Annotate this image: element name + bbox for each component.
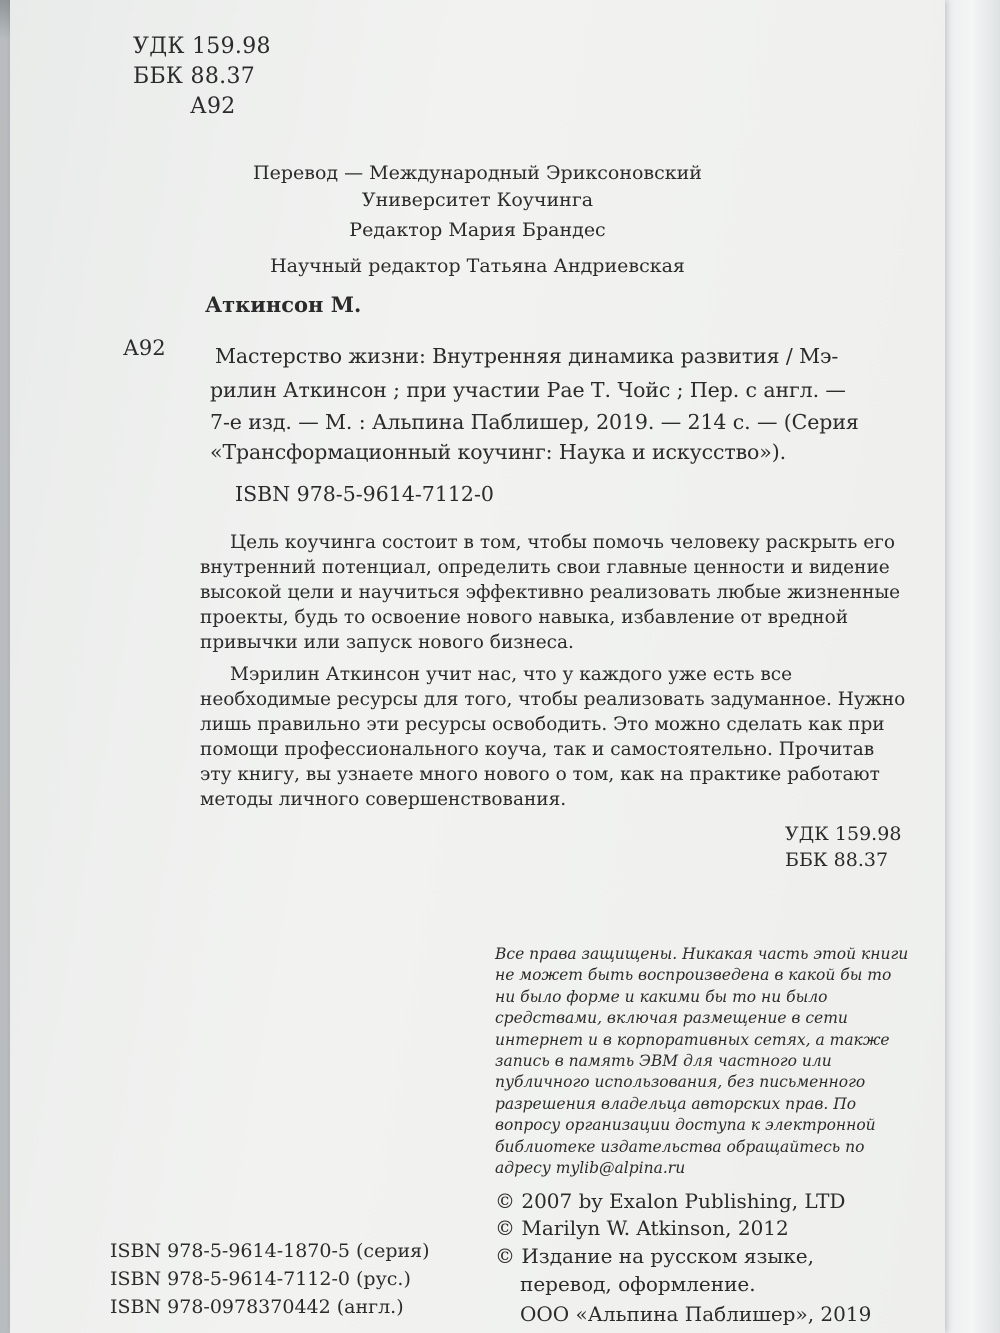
copyright-line-2: © Marilyn W. Atkinson, 2012: [495, 1216, 789, 1240]
catalog-author-mark: А92: [123, 336, 166, 360]
author-mark: А92: [190, 94, 236, 119]
bibliographic-line-4: «Трансформационный коучинг: Наука и искусство»).: [210, 440, 787, 464]
abstract-paragraph-1: Цель коучинга состоит в том, чтобы помочь человеку раскрыть его внутренний потенциал, определить свои главные ценности и видение высокой цели и научиться эффективно реализовать любые жизненные проекты, будь то освоение нового навыка, избавление от вредной привычки или запуск нового бизнеса.: [200, 532, 901, 653]
copyright-line-1: © 2007 by Exalon Publishing, LTD: [495, 1189, 846, 1213]
copyright-line-5: ООО «Альпина Паблишер», 2019: [520, 1302, 872, 1326]
editor-credit: Редактор Мария Брандес: [349, 219, 606, 241]
catalog-author: Аткинсон М.: [205, 292, 362, 317]
isbn-english: ISBN 978-0978370442 (англ.): [110, 1296, 404, 1318]
bbk-code-bottom: ББК 88.37: [785, 849, 889, 871]
translation-credit-line1: Перевод — Международный Эриксоновский: [253, 162, 702, 184]
book-page: [10, 0, 945, 1333]
bbk-code: ББК 88.37: [133, 64, 256, 89]
translation-credit-line2: Университет Коучинга: [361, 189, 594, 211]
udk-code-bottom: УДК 159.98: [785, 823, 902, 845]
copyright-line-3: © Издание на русском языке,: [495, 1244, 814, 1268]
bibliographic-line-2: рилин Аткинсон ; при участии Рае Т. Чойс ; Пер. с англ. —: [210, 378, 846, 402]
copyright-line-4: перевод, оформление.: [520, 1272, 756, 1296]
udk-code: УДК 159.98: [133, 34, 271, 59]
abstract-paragraph-2: Мэрилин Аткинсон учит нас, что у каждого уже есть все необходимые ресурсы для того, чтобы реализовать задуманное. Нужно лишь правильно эти ресурсы освободить. Это можно сделать как при помощи профессионального коуча, так и самостоятельно. Прочитав эту книгу, вы узнаете много нового о том, как на практике работают методы личного совершенствования.: [200, 664, 906, 810]
isbn-russian: ISBN 978-5-9614-7112-0 (рус.): [110, 1268, 411, 1290]
rights-notice: Все права защищены. Никакая часть этой книги не может быть воспроизведена в какой бы то ни было форме и какими бы то ни было средствами, включая размещение в сети интернет и в корпоративных сетях, а также запись в память ЭВМ для частного или публичного использования, без письменного разрешения владельца авторских прав. По вопросу организации доступа к электронной библиотеке издательства обращайтесь по адресу mylib@alpina.ru: [495, 945, 909, 1178]
bibliographic-line-1: Мастерство жизни: Внутренняя динамика развития / Мэ-: [215, 344, 839, 368]
catalog-isbn: ISBN 978-5-9614-7112-0: [235, 482, 494, 506]
scientific-editor-credit: Научный редактор Татьяна Андриевская: [270, 255, 685, 277]
bibliographic-line-3: 7-е изд. — М. : Альпина Паблишер, 2019. — 214 с. — (Серия: [210, 410, 859, 434]
isbn-series: ISBN 978-5-9614-1870-5 (серия): [110, 1240, 430, 1262]
